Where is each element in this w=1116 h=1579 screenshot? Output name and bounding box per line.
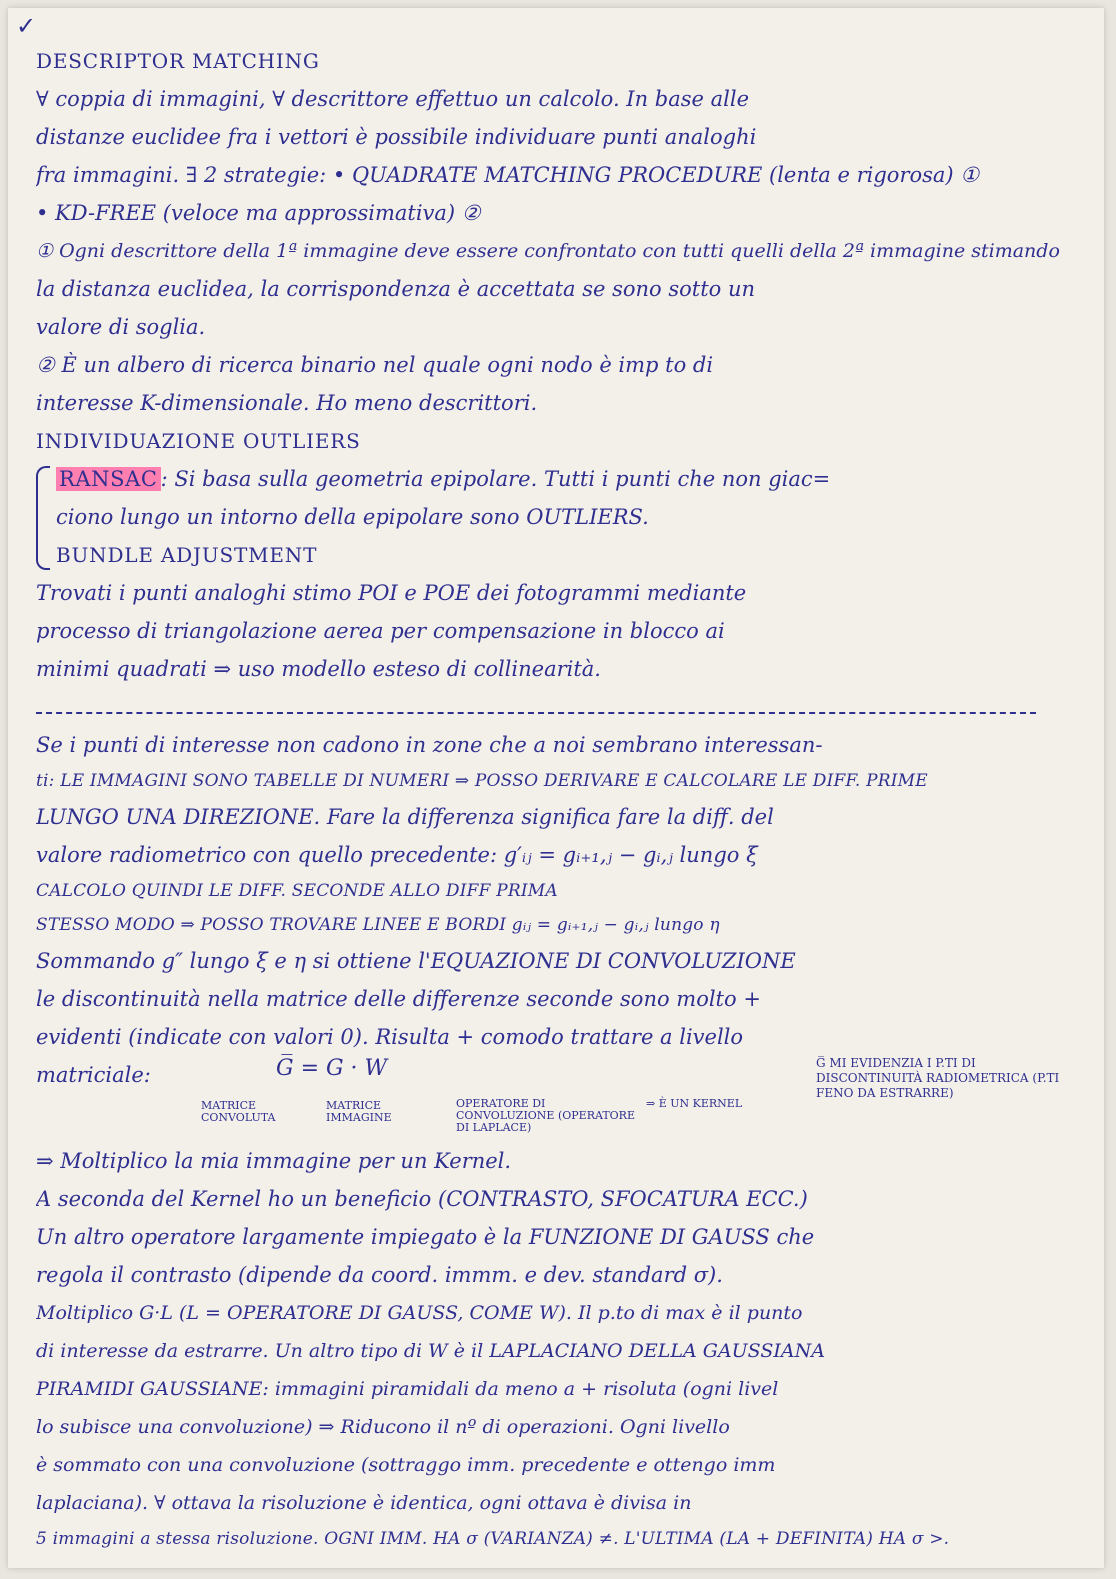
heading-bundle-adjustment: BUNDLE ADJUSTMENT (56, 543, 318, 567)
convolution-formula: G̅ = G · W (276, 1056, 388, 1081)
text-line: ciono lungo un intorno della epipolare sono OUTLIERS. (56, 505, 649, 529)
text-line: laplaciana). ∀ ottava la risoluzione è identica, ogni ottava è divisa in (36, 1492, 692, 1514)
text-line: la distanza euclidea, la corrispondenza è accettata se sono sotto un (36, 277, 756, 301)
text-line: CALCOLO QUINDI LE DIFF. SECONDE ALLO DIFF PRIMA (36, 881, 558, 901)
text-line: ② È un albero di ricerca binario nel quale ogni nodo è imp to di (36, 353, 714, 377)
note-evidenzia: G̅ MI EVIDENZIA I P.TI DI DISCONTINUITÀ RADIOMETRICA (P.TI FENO DA ESTRARRE) (816, 1056, 1060, 1100)
text-line: è sommato con una convoluzione (sottraggo imm. precedente e ottengo imm (36, 1454, 776, 1476)
text-line: matriciale: (36, 1063, 151, 1087)
text-line: distanze euclidee fra i vettori è possibile individuare punti analoghi (36, 125, 757, 149)
text-line: ∀ coppia di immagini, ∀ descrittore effettuo un calcolo. In base alle (36, 87, 750, 111)
text-line: processo di triangolazione aerea per compensazione in blocco ai (36, 619, 725, 643)
text-line: Trovati i punti analoghi stimo POI e POE dei fotogrammi mediante (36, 581, 747, 605)
text-line: lo subisce una convoluzione) ⇒ Riducono il nº di operazioni. Ogni livello (36, 1416, 730, 1438)
text-line: le discontinuità nella matrice delle differenze seconde sono molto + (36, 987, 761, 1011)
text-line: valore radiometrico con quello precedente: g′ᵢⱼ = gᵢ₊₁,ⱼ − gᵢ,ⱼ lungo ξ (36, 843, 758, 867)
note-kernel: ⇒ È UN KERNEL (646, 1097, 743, 1110)
text-line: • KD-FREE (veloce ma approssimativa) ② (36, 201, 481, 225)
formula-row (36, 1056, 1086, 1098)
text-line: minimi quadrati ⇒ uso modello esteso di collinearità. (36, 657, 601, 681)
formula-notes-row (36, 1098, 1086, 1142)
brace-mark (36, 466, 50, 570)
text-line: di interesse da estrarre. Un altro tipo di W è il LAPLACIANO DELLA GAUSSIANA (36, 1340, 825, 1362)
text-line: ⇒ Moltiplico la mia immagine per un Kernel. (36, 1149, 512, 1173)
text-line: Un altro operatore largamente impiegato è la FUNZIONE DI GAUSS che (36, 1225, 815, 1249)
text-line: valore di soglia. (36, 315, 206, 339)
text-line: Sommando g″ lungo ξ e η si ottiene l'EQUAZIONE DI CONVOLUZIONE (36, 949, 796, 973)
text-line: evidenti (indicate con valori 0). Risulta + comodo trattare a livello (36, 1025, 744, 1049)
ransac-bundle-block (36, 460, 1086, 574)
notebook-page (8, 8, 1104, 1568)
text-line: A seconda del Kernel ho un beneficio (CONTRASTO, SFOCATURA ECC.) (36, 1187, 808, 1211)
note-operatore: OPERATORE DI CONVOLUZIONE (OPERATORE DI LAPLACE) (456, 1097, 635, 1134)
handwritten-notes (36, 42, 1086, 1556)
heading-outliers: INDIVIDUAZIONE OUTLIERS (36, 429, 361, 453)
text-line: regola il contrasto (dipende da coord. immm. e dev. standard σ). (36, 1263, 723, 1287)
text-line: 5 immagini a stessa risoluzione. OGNI IMM. HA σ (VARIANZA) ≠. L'ULTIMA (LA + DEFINITA) HA σ >. (36, 1529, 950, 1549)
note-matrice-immagine: MATRICE IMMAGINE (326, 1099, 392, 1124)
text-line: ti: LE IMMAGINI SONO TABELLE DI NUMERI ⇒ POSSO DERIVARE E CALCOLARE LE DIFF. PRIME (36, 771, 928, 791)
text-line: STESSO MODO ⇒ POSSO TROVARE LINEE E BORDI gᵢⱼ = gᵢ₊₁,ⱼ − gᵢ,ⱼ lungo η (36, 915, 720, 935)
ransac-line (56, 460, 1086, 498)
text-line: Moltiplico G·L (L = OPERATORE DI GAUSS, COME W). Il p.to di max è il punto (36, 1302, 803, 1324)
text-line: ① Ogni descrittore della 1ª immagine deve essere confrontato con tutti quelli della 2ª immagine stimando (36, 240, 1060, 262)
text-line: interesse K-dimensionale. Ho meno descrittori. (36, 391, 538, 415)
text-line: LUNGO UNA DIREZIONE. Fare la differenza significa fare la diff. del (36, 805, 774, 829)
heading-descriptor-matching: DESCRIPTOR MATCHING (36, 49, 320, 73)
dashed-separator (36, 694, 1036, 714)
text-line: Se i punti di interesse non cadono in zone che a noi sembrano interessan- (36, 733, 823, 757)
text-line: PIRAMIDI GAUSSIANE: immagini piramidali da meno a + risoluta (ogni livel (36, 1378, 779, 1400)
ransac-highlight: RANSAC (56, 467, 161, 491)
check-mark: ✓ (16, 12, 37, 40)
note-matrice-convoluta: MATRICE CONVOLUTA (201, 1099, 276, 1124)
ransac-text: : Si basa sulla geometria epipolare. Tutti i punti che non giac= (160, 467, 831, 491)
text-line: fra immagini. ∃ 2 strategie: • QUADRATE MATCHING PROCEDURE (lenta e rigorosa) ① (36, 163, 980, 187)
